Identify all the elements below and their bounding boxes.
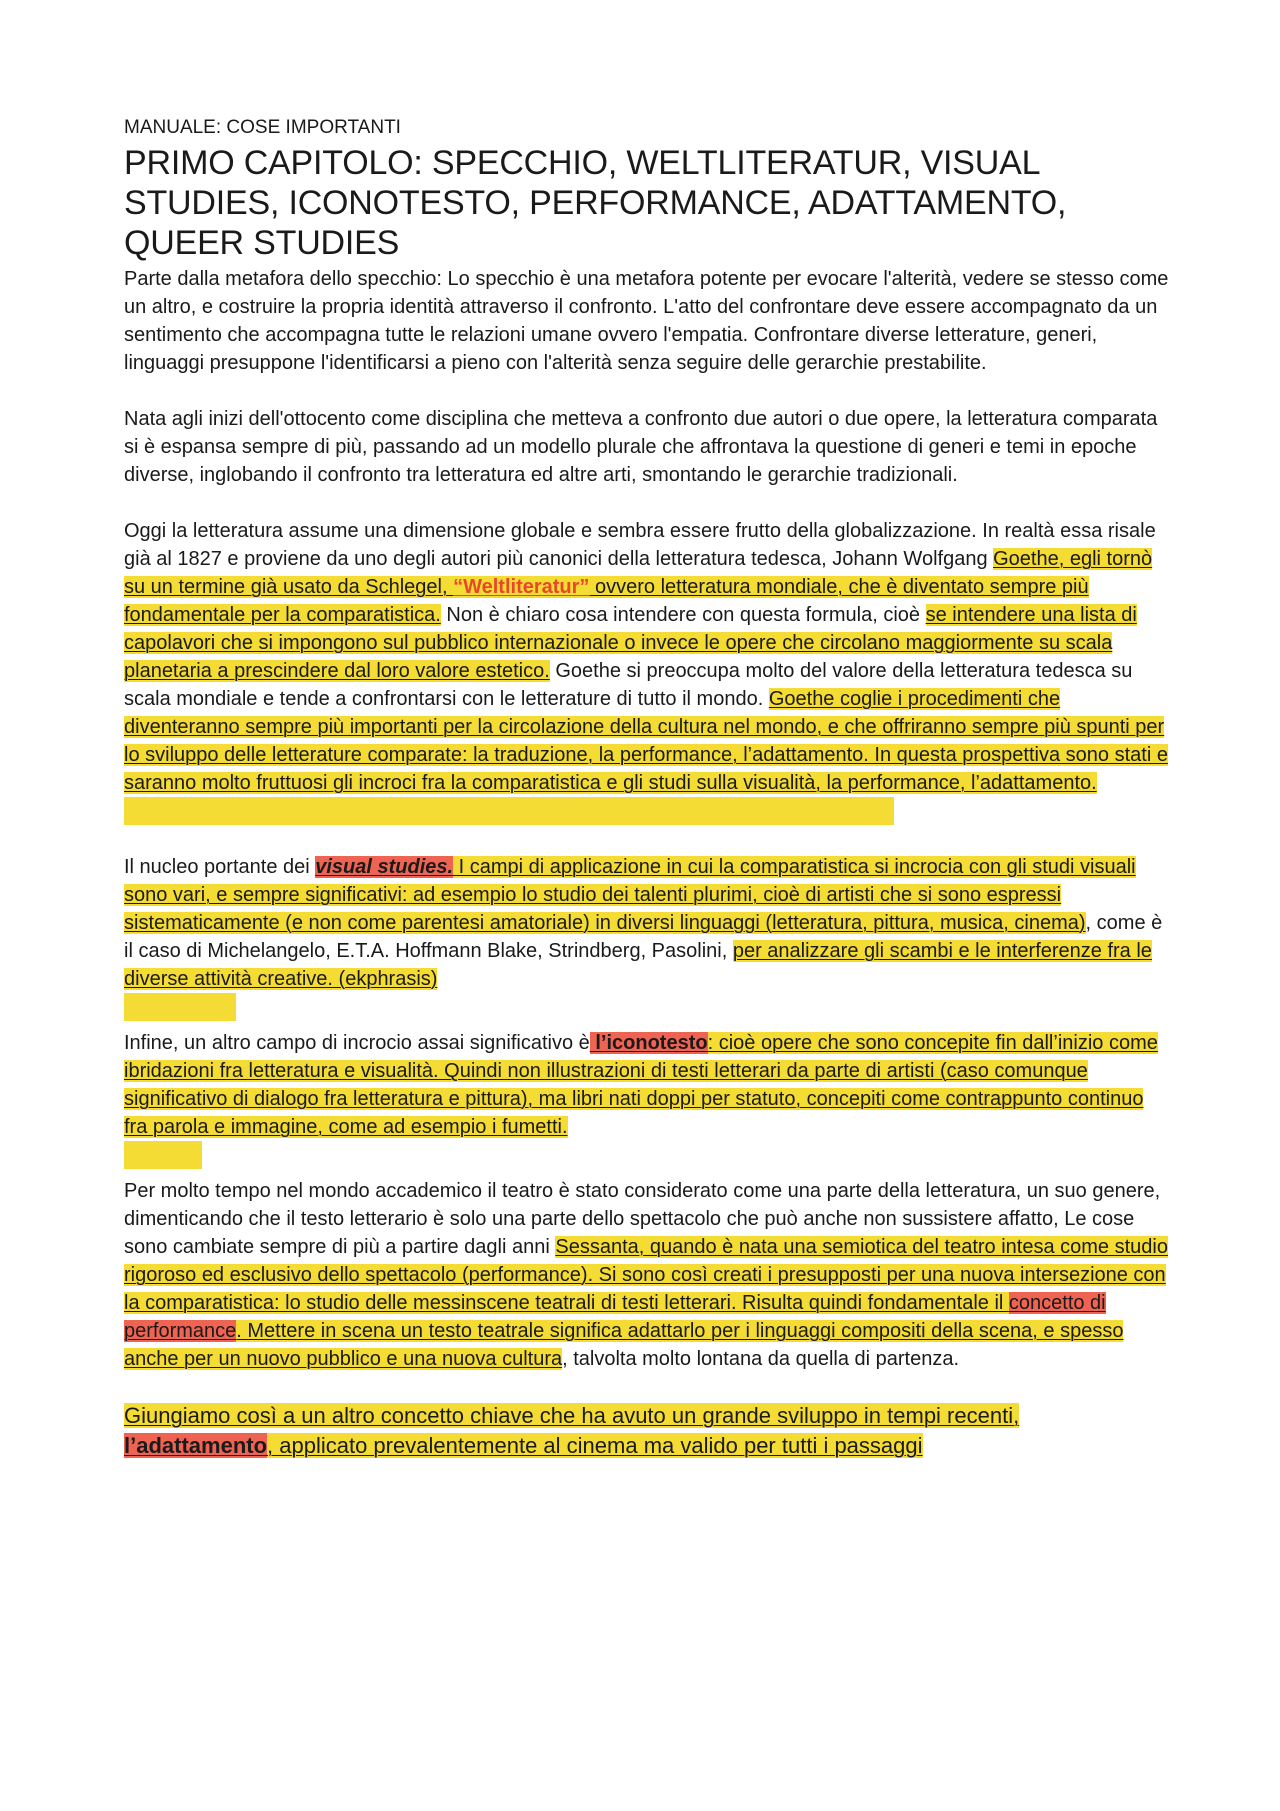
highlight-empty-line xyxy=(124,797,894,825)
paragraph-weltliteratur xyxy=(124,517,1172,797)
text-run: Il nucleo portante dei xyxy=(124,856,316,878)
term-weltliteratur: “Weltliteratur” xyxy=(453,576,590,598)
text-run: Infine, un altro campo di incrocio assai significativo è xyxy=(124,1032,590,1054)
highlight-ibridazioni: : cioè opere che sono concepite fin dall’inizio come ibridazioni fra letteratura e visualità. Quindi non illustrazioni di testi letterari da parte di artisti (caso comunque significativo di dialogo fra letteratura e pittura), ma libri nati doppi per statuto, concepiti come contrappunto continuo fra parola e immagine, come ad esempio i fumetti. xyxy=(124,1032,1158,1138)
highlight-semiotica-teatro: Sessanta, quando è nata una semiotica del teatro intesa come studio rigoroso ed esclusivo dello spettacolo (performance). Si sono così creati i presupposti per una nuova intersezione con la comparatistica: lo studio delle messinscene teatrali di testi letterari. Risulta quindi fondamentale il xyxy=(124,1236,1168,1314)
text-run: Oggi la letteratura assume una dimensione globale e sembra essere frutto della globalizzazione. In realtà essa risale già al 1827 e proviene da uno degli autori più canonici della letteratura tedesca, Johann Wolfgang xyxy=(124,520,1156,570)
term-iconotesto: l’iconotesto xyxy=(589,1032,708,1054)
highlight-procedimenti: Goethe coglie i procedimenti che diventeranno sempre più importanti per la circolazione della cultura nel mondo, e che offriranno sempre più spunti per lo sviluppo delle letterature comparate: la traduzione, la performance, l’adattamento. In questa prospettiva sono stati e saranno molto fruttuosi gli incroci fra la comparatistica e gli studi sulla visualità, la performance, l’adattamento. xyxy=(124,688,1168,794)
text-run: Non è chiaro cosa intendere con questa formula, cioè xyxy=(440,604,926,626)
paragraph-specchio: Parte dalla metafora dello specchio: Lo specchio è una metafora potente per evocare l'alterità, vedere se stesso come un altro, e costruire la propria identità attraverso il confronto. L'atto del confrontare deve essere accompagnato da un sentimento che accompagna tutte le relazioni umane ovvero l'empatia. Confrontare diverse letterature, generi, linguaggi presuppone l'identificarsi a pieno con l'alterità senza seguire delle gerarchie prestabilite. xyxy=(124,268,1169,374)
text-run: Per molto tempo nel mondo accademico il teatro è stato considerato come una parte della letteratura, un suo genere, dimenticando che il testo letterario è solo una parte dello spettacolo che può anche non sussistere affatto, Le cose sono cambiate sempre di più a partire dagli anni xyxy=(124,1180,1161,1258)
paragraph-visual-studies xyxy=(124,853,1172,993)
highlight-scambi-interferenze: per analizzare gli scambi e le interferenze fra le diverse attività creative. (ekphrasis) xyxy=(124,940,1152,990)
highlight-mettere-in-scena: . Mettere in scena un testo teatrale significa adattarlo per i linguaggi compositi della scena, e spesso anche per un nuovo pubblico e una nuova cultura xyxy=(124,1320,1124,1370)
text-run: , talvolta molto lontana da quella di partenza. xyxy=(562,1348,960,1370)
highlight-goethe: Goethe, egli tornò su un termine già usato da Schlegel, xyxy=(124,548,1153,598)
highlight-capolavori: se intendere una lista di capolavori che si impongono sul pubblico internazionale o invece le opere che circolano maggiormente su scala planetaria a prescindere dal loro valore estetico. xyxy=(124,604,1137,682)
term-adattamento: l’adattamento xyxy=(124,1433,268,1458)
highlight-cinema: , applicato prevalentemente al cinema ma valido per tutti i passaggi xyxy=(267,1433,923,1458)
highlight-concetto-chiave: Giungiamo così a un altro concetto chiave che ha avuto un grande sviluppo in tempi recenti, xyxy=(124,1403,1020,1428)
highlight-empty-line xyxy=(124,1141,202,1169)
highlight-empty-line xyxy=(124,993,236,1021)
paragraph-adattamento xyxy=(124,1401,1172,1461)
highlight-campi-applicazione: I campi di applicazione in cui la comparatistica si incrocia con gli studi visuali sono vari, e sempre significativi: ad esempio lo studio dei talenti plurimi, cioè di artisti che si sono espressi sistematicamente (e non come parentesi amatoriale) in diversi linguaggi (letteratura, pittura, musica, cinema) xyxy=(124,856,1136,934)
paragraph-performance xyxy=(124,1177,1172,1373)
text-run: , come è il caso di Michelangelo, E.T.A. Hoffmann Blake, Strindberg, Pasolini, xyxy=(124,912,1163,962)
paragraph-iconotesto xyxy=(124,1029,1172,1141)
text-run: Goethe si preoccupa molto del valore della letteratura tedesca su scala mondiale e tende a confrontarsi con le letterature di tutto il mondo. xyxy=(124,660,1133,710)
document-page xyxy=(124,117,1172,1461)
term-concetto-performance: concetto di performance xyxy=(124,1292,1106,1342)
document-label: MANUALE: COSE IMPORTANTI xyxy=(124,117,401,138)
paragraph-letteratura-comparata: Nata agli inizi dell'ottocento come disciplina che metteva a confronto due autori o due opere, la letteratura comparata si è espansa sempre di più, passando ad un modello plurale che affrontava la questione di generi e temi in epoche diverse, inglobando il confronto tra letteratura ed altre arti, smontando le gerarchie tradizionali. xyxy=(124,408,1158,486)
term-visual-studies: visual studies. xyxy=(315,856,454,878)
chapter-title: PRIMO CAPITOLO: SPECCHIO, WELTLITERATUR, VISUAL STUDIES, ICONOTESTO, PERFORMANCE, ADATTAMENTO, QUEER STUDIES xyxy=(124,144,1067,262)
highlight-letteratura-mondiale: ovvero letteratura mondiale, che è diventato sempre più fondamentale per la comparatistica. xyxy=(124,576,1089,626)
